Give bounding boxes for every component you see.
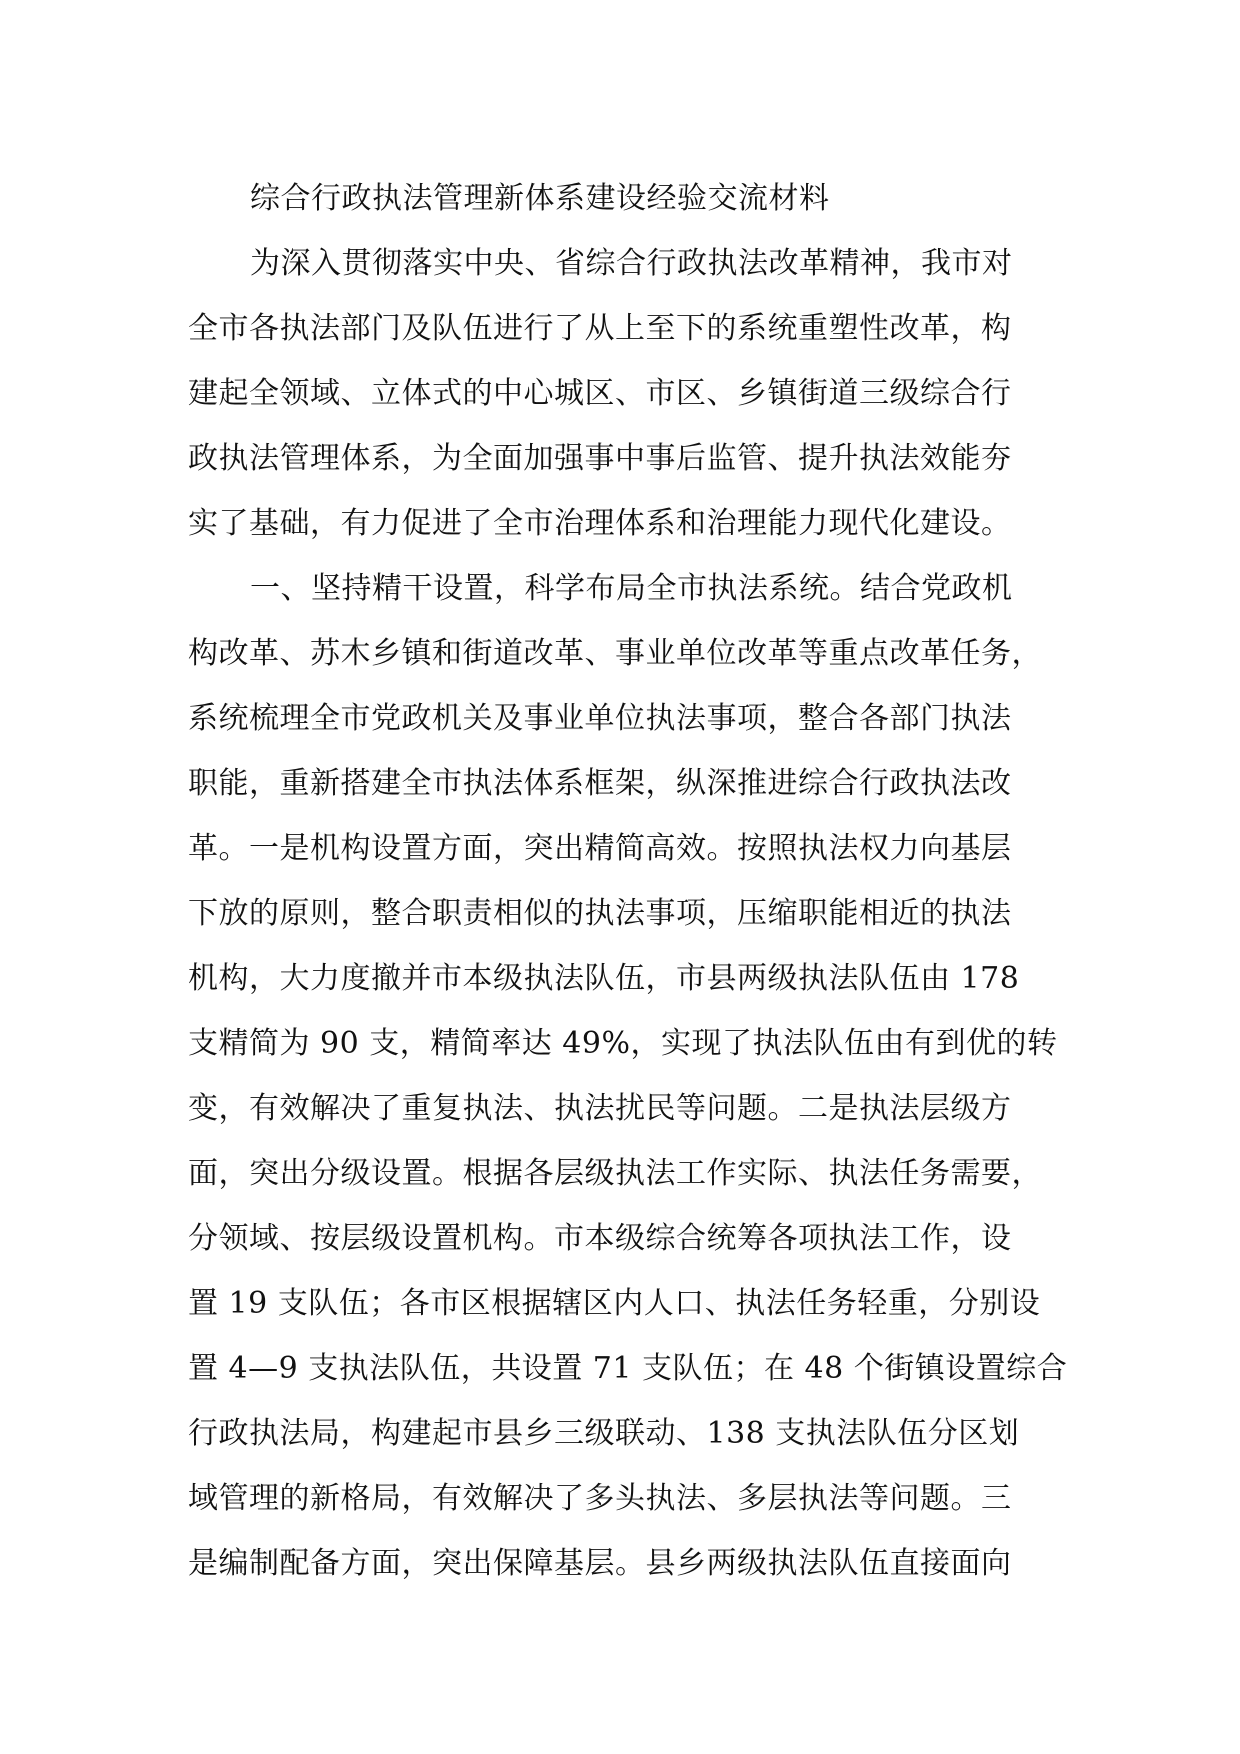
paragraph-line: 建起全领域、立体式的中心城区、市区、乡镇街道三级综合行 <box>188 376 1012 411</box>
paragraph-line: 为深入贯彻落实中央、省综合行政执法改革精神，我市对 <box>250 246 1013 281</box>
paragraph-line: 革。一是机构设置方面，突出精简高效。按照执法权力向基层 <box>188 831 1012 866</box>
paragraph-line: 支精简为 90 支，精简率达 49%，实现了执法队伍由有到优的转 <box>188 1026 1058 1061</box>
paragraph-line: 一、坚持精干设置，科学布局全市执法系统。结合党政机 <box>250 571 1013 606</box>
paragraph-line: 域管理的新格局，有效解决了多头执法、多层执法等问题。三 <box>188 1481 1012 1516</box>
paragraph-line: 置 4—9 支执法队伍，共设置 71 支队伍；在 48 个街镇设置综合 <box>188 1351 1068 1386</box>
paragraph-line: 面，突出分级设置。根据各层级执法工作实际、执法任务需要， <box>188 1156 1042 1191</box>
document-title: 综合行政执法管理新体系建设经验交流材料 <box>250 181 830 216</box>
paragraph-line: 置 19 支队伍；各市区根据辖区内人口、执法任务轻重，分别设 <box>188 1286 1041 1321</box>
paragraph-line: 实了基础，有力促进了全市治理体系和治理能力现代化建设。 <box>188 506 1012 541</box>
paragraph-line: 全市各执法部门及队伍进行了从上至下的系统重塑性改革，构 <box>188 311 1012 346</box>
paragraph-line: 下放的原则，整合职责相似的执法事项，压缩职能相近的执法 <box>188 896 1012 931</box>
paragraph-line: 构改革、苏木乡镇和街道改革、事业单位改革等重点改革任务， <box>188 636 1042 671</box>
paragraph-line: 职能，重新搭建全市执法体系框架，纵深推进综合行政执法改 <box>188 766 1012 801</box>
paragraph-line: 是编制配备方面，突出保障基层。县乡两级执法队伍直接面向 <box>188 1546 1012 1581</box>
paragraph-line: 分领域、按层级设置机构。市本级综合统筹各项执法工作，设 <box>188 1221 1012 1256</box>
paragraph-line: 行政执法局，构建起市县乡三级联动、138 支执法队伍分区划 <box>188 1416 1020 1451</box>
paragraph-line: 系统梳理全市党政机关及事业单位执法事项，整合各部门执法 <box>188 701 1012 736</box>
document-body <box>188 166 1068 1596</box>
paragraph-line: 政执法管理体系，为全面加强事中事后监管、提升执法效能夯 <box>188 441 1012 476</box>
paragraph-line: 变，有效解决了重复执法、执法扰民等问题。二是执法层级方 <box>188 1091 1012 1126</box>
paragraph-line: 机构，大力度撤并市本级执法队伍，市县两级执法队伍由 178 <box>188 961 1020 996</box>
